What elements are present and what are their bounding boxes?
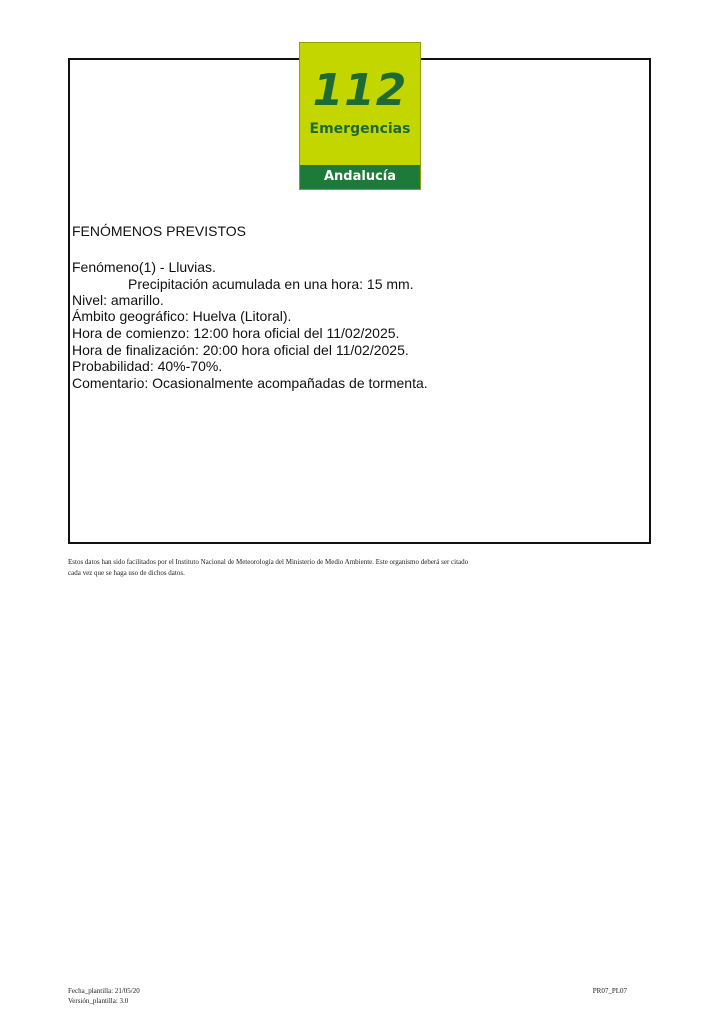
start-time-line: Hora de comienzo: 12:00 hora oficial del 11/02/2025. — [72, 325, 400, 341]
comment-line: Comentario: Ocasionalmente acompañadas de tormenta. — [72, 375, 428, 391]
precipitation-detail: Precipitación acumulada en una hora: 15 mm. — [128, 276, 414, 292]
level-line: Nivel: amarillo. — [72, 292, 164, 308]
data-source-footnote — [68, 557, 568, 579]
scope-line: Ámbito geográfico: Huelva (Litoral). — [72, 308, 292, 324]
probability-line: Probabilidad: 40%-70%. — [72, 358, 223, 374]
footnote-line-1: Estos datos han sido facilitados por el Instituto Nacional de Meteorología del Ministerio de Medio Ambiente. Este organismo deberá ser citado — [68, 558, 469, 566]
phenomenon-line: Fenómeno(1) - Lluvias. — [72, 259, 216, 275]
template-date: Fecha_plantilla: 21/05/20 — [68, 987, 140, 995]
template-version: Versión_plantilla: 3.0 — [68, 997, 129, 1005]
footnote-line-2: cada vez que se haga uso de dichos datos. — [68, 569, 185, 577]
logo-subtitle: Emergencias — [309, 121, 411, 137]
logo-number: 112 — [312, 65, 408, 116]
logo-region-band: Andalucía — [300, 165, 420, 189]
section-title: FENÓMENOS PREVISTOS — [72, 223, 246, 239]
end-time-line: Hora de finalización: 20:00 hora oficial del 11/02/2025. — [72, 342, 409, 358]
logo-112-emergencias — [299, 42, 421, 190]
template-info — [68, 986, 140, 1006]
document-code: PR07_PL07 — [592, 987, 627, 995]
